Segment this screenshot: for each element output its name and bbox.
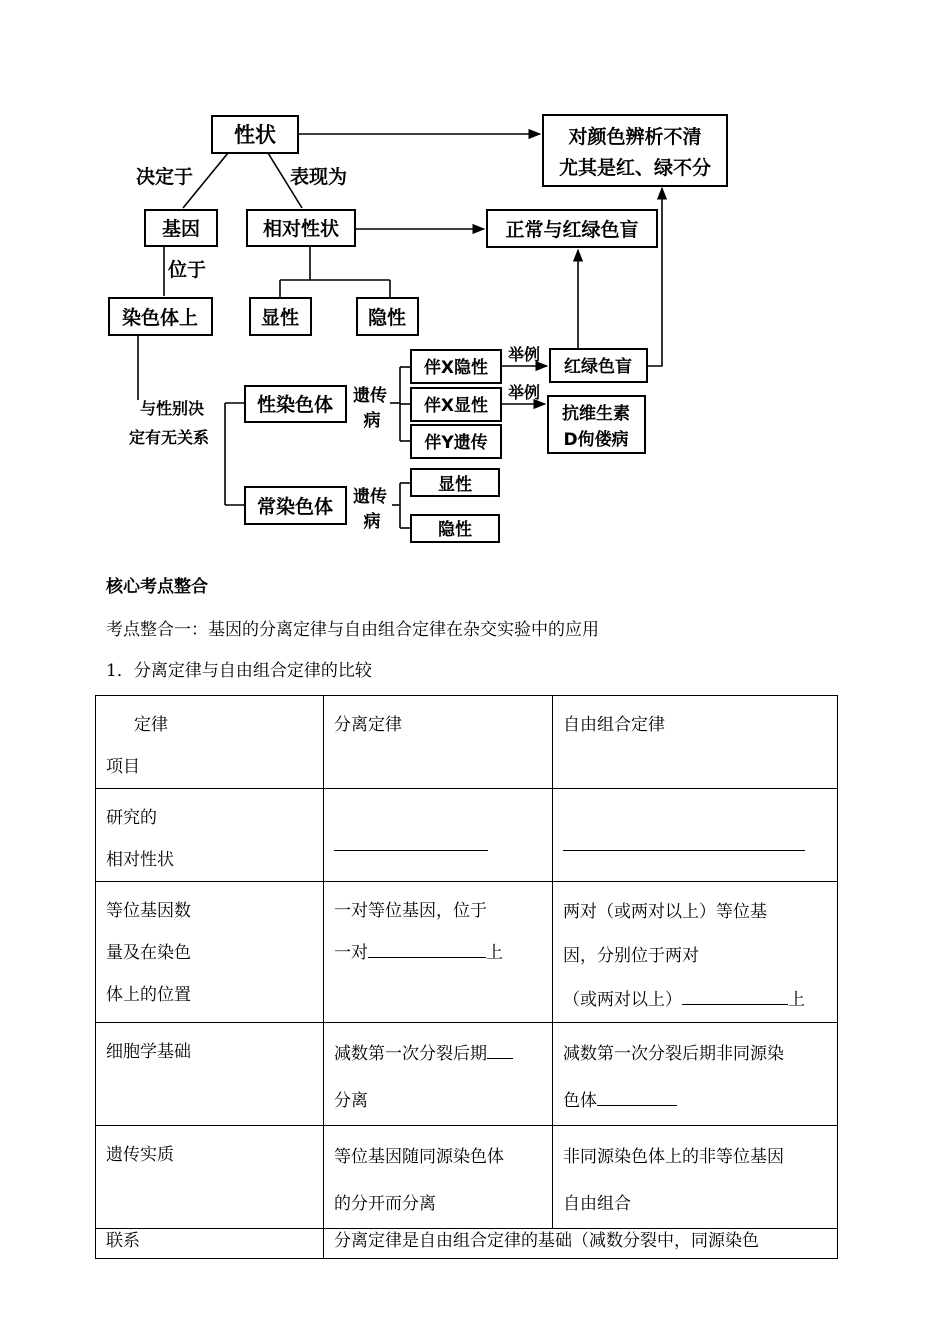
row-label-genetic-essence xyxy=(96,1126,324,1229)
comparison-table xyxy=(95,695,838,1259)
svg-text:隐性: 隐性 xyxy=(367,307,407,329)
node-autosome xyxy=(245,487,346,524)
node-recessive xyxy=(357,298,418,335)
table-row xyxy=(96,1023,838,1126)
cell-text: 一对 xyxy=(334,943,368,963)
label-sex-related-2: 定有无关系 xyxy=(129,428,210,447)
cell-text: 的分开而分离 xyxy=(334,1194,436,1214)
cell-text: 分离 xyxy=(334,1091,368,1111)
fill-blank[interactable] xyxy=(563,826,805,851)
node-red-green-blind xyxy=(550,349,647,382)
label-sex-related-1: 与性别决 xyxy=(140,399,205,418)
node-trait xyxy=(212,116,298,153)
concept-map-diagram xyxy=(0,0,950,560)
cell-text: 等位基因随同源染色体 xyxy=(334,1147,504,1167)
svg-text:显性: 显性 xyxy=(438,475,472,495)
node-on-chromosome xyxy=(109,298,212,335)
svg-text:D佝偻病: D佝偻病 xyxy=(563,430,629,450)
label-genetic-disease-4: 病 xyxy=(363,512,381,532)
node-relative-trait xyxy=(247,210,355,246)
header-separation-label: 分离定律 xyxy=(334,715,402,735)
point-title: 考点整合一：基因的分离定律与自由组合定律在杂交实验中的应用 xyxy=(106,620,599,640)
fill-blank[interactable] xyxy=(334,826,488,851)
cell-text: 遗传实质 xyxy=(106,1145,174,1165)
label-genetic-disease-1: 遗传 xyxy=(353,386,387,406)
cell-text: 色体 xyxy=(563,1091,597,1111)
cell-free-cytology xyxy=(553,1023,838,1126)
svg-text:基因: 基因 xyxy=(161,218,201,240)
node-dominant xyxy=(250,298,311,335)
svg-text:红绿色盲: 红绿色盲 xyxy=(564,357,632,377)
svg-text:伴X隐性: 伴X隐性 xyxy=(423,358,489,378)
cell-text: 相对性状 xyxy=(106,850,174,870)
cell-text: 两对（或两对以上）等位基 xyxy=(563,902,767,922)
svg-text:染色体上: 染色体上 xyxy=(121,307,199,329)
cell-text: 分离定律是自由组合定律的基础（减数分裂中，同源染色 xyxy=(334,1231,759,1251)
svg-text:抗维生素: 抗维生素 xyxy=(562,404,630,424)
cell-text: 等位基因数 xyxy=(106,901,191,921)
node-normal-colorblind xyxy=(487,210,657,247)
cell-text: 联系 xyxy=(106,1231,140,1251)
cell-sep-allele-position xyxy=(324,882,553,1023)
cell-text: 因，分别位于两对 xyxy=(563,946,699,966)
cell-text: 研究的 xyxy=(106,808,157,828)
header-item: 项目 xyxy=(106,757,140,777)
cell-text: 量及在染色 xyxy=(106,943,191,963)
cell-text: 非同源染色体上的非等位基因 xyxy=(563,1147,784,1167)
row-label-relation xyxy=(96,1229,324,1259)
row-label-cytology xyxy=(96,1023,324,1126)
cell-text: 细胞学基础 xyxy=(106,1042,191,1062)
svg-text:相对性状: 相对性状 xyxy=(262,218,340,240)
header-law: 定律 xyxy=(134,715,168,735)
item-title: 1．分离定律与自由组合定律的比较 xyxy=(106,661,372,681)
cell-free-genetic-essence xyxy=(553,1126,838,1229)
cell-sep-genetic-essence xyxy=(324,1126,553,1229)
svg-text:显性: 显性 xyxy=(260,307,300,329)
cell-text: 一对等位基因，位于 xyxy=(334,901,487,921)
cell-free-relative-traits xyxy=(553,789,838,882)
table-row xyxy=(96,789,838,882)
table-row xyxy=(96,882,838,1023)
svg-text:伴X显性: 伴X显性 xyxy=(423,396,489,416)
svg-text:正常与红绿色盲: 正常与红绿色盲 xyxy=(505,219,639,241)
cell-text: 上 xyxy=(788,990,805,1010)
svg-text:尤其是红、绿不分: 尤其是红、绿不分 xyxy=(558,157,712,179)
fill-blank[interactable] xyxy=(597,1081,677,1106)
node-x-recessive xyxy=(411,350,501,383)
cell-text: 减数第一次分裂后期 xyxy=(334,1044,487,1064)
svg-text:常染色体: 常染色体 xyxy=(256,496,334,518)
label-example-2: 举例 xyxy=(507,383,541,402)
node-x-dominant xyxy=(411,388,501,421)
cell-text: 自由组合 xyxy=(563,1194,631,1214)
node-y-linked xyxy=(411,425,501,458)
node-sex-chromosome xyxy=(245,386,346,422)
label-located-on: 位于 xyxy=(168,259,207,281)
label-genetic-disease-2: 病 xyxy=(363,411,381,431)
cell-free-allele-position xyxy=(553,882,838,1023)
node-gene xyxy=(145,210,217,246)
cell-text: 减数第一次分裂后期非同源染 xyxy=(563,1044,784,1064)
section-title: 核心考点整合 xyxy=(106,577,208,597)
fill-blank[interactable] xyxy=(368,933,486,958)
svg-text:性染色体: 性染色体 xyxy=(256,394,334,416)
table-row xyxy=(96,1126,838,1229)
header-free-combination-law xyxy=(553,696,838,789)
svg-text:对颜色辨析不清: 对颜色辨析不清 xyxy=(568,126,702,148)
cell-text: （或两对以上） xyxy=(563,990,682,1010)
svg-text:伴Y遗传: 伴Y遗传 xyxy=(424,433,488,453)
cell-sep-cytology xyxy=(324,1023,553,1126)
row-label-allele-position xyxy=(96,882,324,1023)
svg-text:隐性: 隐性 xyxy=(438,520,472,540)
table-row xyxy=(96,696,838,789)
header-free-label: 自由组合定律 xyxy=(563,715,665,735)
header-corner-cell xyxy=(96,696,324,789)
cell-text: 上 xyxy=(486,943,503,963)
label-genetic-disease-3: 遗传 xyxy=(353,487,387,507)
table-row xyxy=(96,1229,838,1259)
row-label-relative-traits xyxy=(96,789,324,882)
cell-sep-relative-traits xyxy=(324,789,553,882)
cell-relation xyxy=(324,1229,838,1259)
fill-blank[interactable] xyxy=(487,1034,513,1059)
header-separation-law xyxy=(324,696,553,789)
fill-blank[interactable] xyxy=(682,980,788,1005)
node-auto-dominant xyxy=(411,469,499,496)
node-auto-recessive xyxy=(411,515,499,542)
node-color-confusion xyxy=(543,115,727,186)
cell-text: 体上的位置 xyxy=(106,985,191,1005)
label-expressed-as: 表现为 xyxy=(290,166,348,188)
label-example-1: 举例 xyxy=(507,345,541,364)
node-vitamin-d-rickets xyxy=(548,396,645,453)
svg-text:性状: 性状 xyxy=(234,123,276,147)
label-determined-by: 决定于 xyxy=(136,166,194,188)
